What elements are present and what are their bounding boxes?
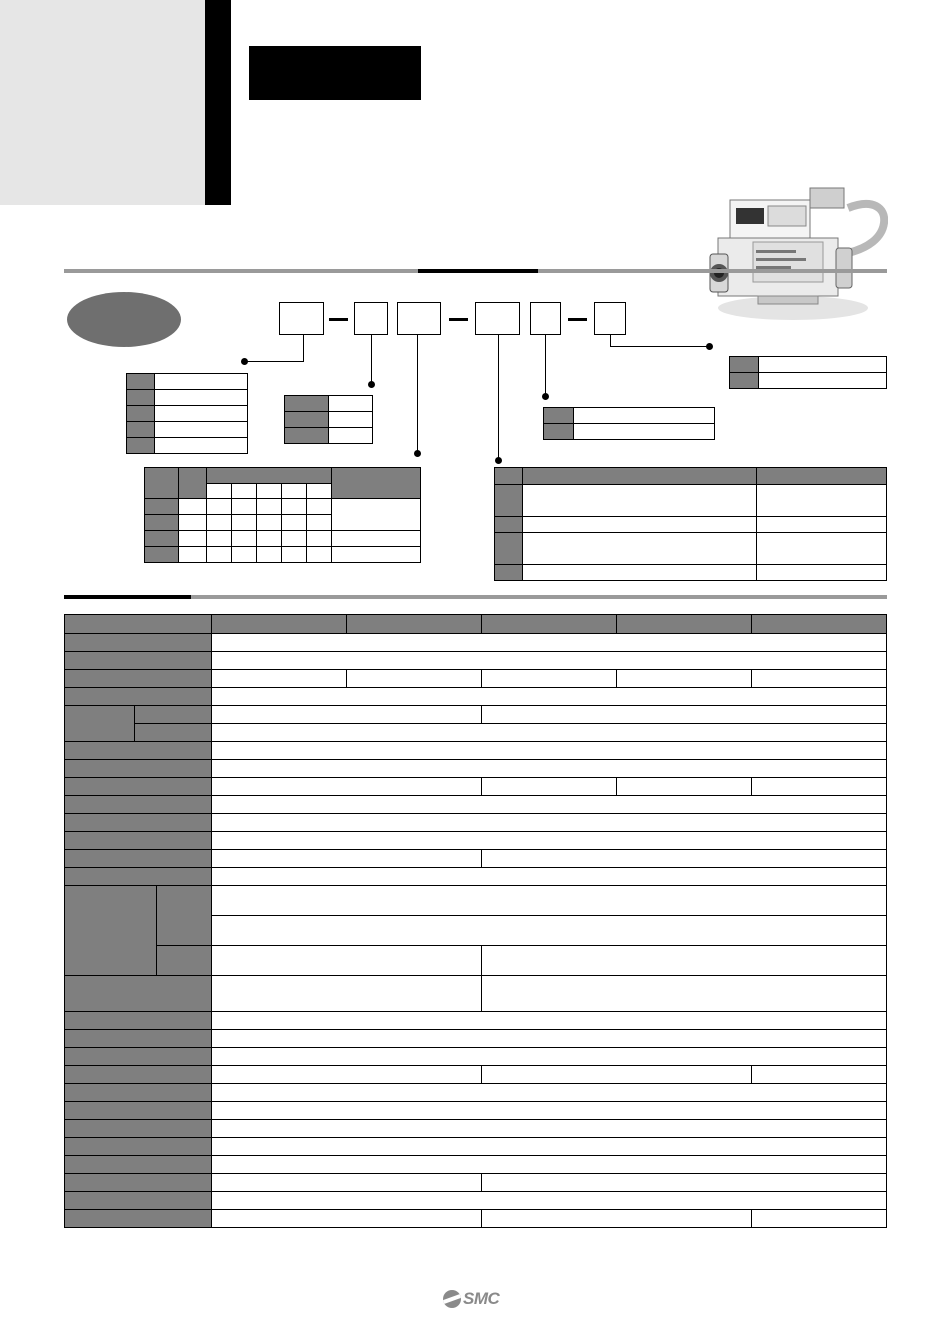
port-size-table <box>144 467 421 563</box>
smc-logo-text: SMC <box>463 1289 500 1308</box>
title-block <box>249 46 421 100</box>
output-spec-table <box>494 467 887 581</box>
leader-dot <box>495 457 502 464</box>
header-grey-panel <box>0 0 205 205</box>
code-box-3 <box>397 302 441 335</box>
leader-dot <box>706 343 713 350</box>
section-rule-accent <box>418 269 538 273</box>
section-rule-accent <box>64 595 191 599</box>
leader-line <box>244 361 304 362</box>
leader-dot <box>542 393 549 400</box>
code-dash <box>568 318 587 321</box>
option-table-b <box>284 395 373 444</box>
leader-line <box>498 335 499 461</box>
option-table-a <box>126 373 248 454</box>
code-box-6 <box>594 302 626 335</box>
smc-logo-icon <box>443 1290 461 1308</box>
section-badge <box>67 292 181 347</box>
specifications-table <box>64 614 887 1228</box>
header-black-bar <box>205 0 231 205</box>
code-dash <box>329 318 348 321</box>
option-table-d <box>729 356 887 389</box>
leader-line <box>303 335 304 362</box>
code-dash <box>449 318 468 321</box>
code-box-2 <box>354 302 388 335</box>
leader-dot <box>241 358 248 365</box>
leader-line <box>545 335 546 397</box>
code-box-5 <box>530 302 561 335</box>
option-table-c <box>543 407 715 440</box>
smc-logo <box>443 1289 499 1309</box>
code-box-1 <box>279 302 324 335</box>
leader-dot <box>368 381 375 388</box>
leader-dot <box>414 450 421 457</box>
flow-switch-product-photo <box>698 178 888 323</box>
code-box-4 <box>475 302 520 335</box>
leader-line <box>417 335 418 453</box>
leader-line <box>371 335 372 385</box>
leader-line <box>610 346 710 347</box>
